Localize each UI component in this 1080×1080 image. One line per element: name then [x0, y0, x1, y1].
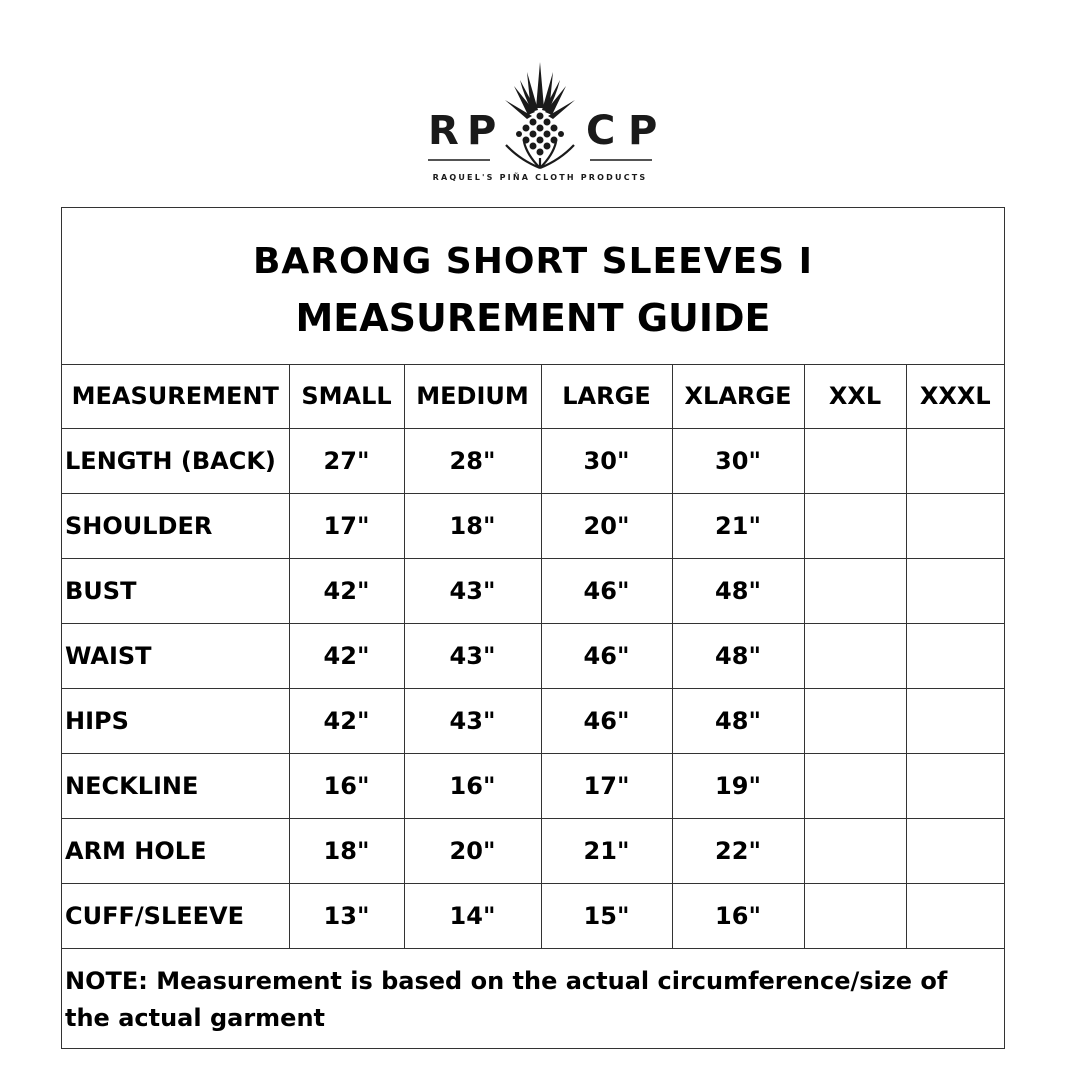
row-label: HIPS — [62, 689, 289, 754]
table-cell: 27" — [289, 429, 404, 494]
table-cell: 21" — [541, 819, 672, 884]
table-cell: 43" — [404, 624, 541, 689]
title-area — [62, 208, 1004, 365]
table-cell — [906, 429, 1004, 494]
logo-tagline: RAQUEL'S PIÑA CLOTH PRODUCTS — [432, 173, 648, 182]
table-cell: 20" — [541, 494, 672, 559]
column-header: MEDIUM — [404, 364, 541, 429]
table-cell: 22" — [672, 819, 804, 884]
table-cell: 48" — [672, 624, 804, 689]
table-cell: 42" — [289, 559, 404, 624]
table-cell: 21" — [672, 494, 804, 559]
logo-letter-c: C — [586, 108, 616, 154]
table-row — [62, 494, 1004, 559]
column-header: XLARGE — [672, 364, 804, 429]
row-label: WAIST — [62, 624, 289, 689]
size-table — [62, 364, 1004, 949]
table-cell — [906, 624, 1004, 689]
table-cell — [906, 559, 1004, 624]
footnote: NOTE: Measurement is based on the actual circumference/size of the actual garment — [65, 967, 948, 1032]
table-cell: 19" — [672, 754, 804, 819]
row-label: LENGTH (BACK) — [62, 429, 289, 494]
table-cell: 16" — [289, 754, 404, 819]
table-row — [62, 689, 1004, 754]
table-cell: 18" — [289, 819, 404, 884]
table-cell: 42" — [289, 624, 404, 689]
table-cell — [804, 689, 906, 754]
brand-logo — [0, 0, 1080, 200]
column-header: LARGE — [541, 364, 672, 429]
table-cell: 42" — [289, 689, 404, 754]
table-row — [62, 884, 1004, 949]
table-cell: 46" — [541, 624, 672, 689]
page-title: BARONG SHORT SLEEVES I — [252, 241, 814, 282]
measurement-sheet — [61, 207, 1005, 1049]
table-row — [62, 819, 1004, 884]
page-subtitle: MEASUREMENT GUIDE — [295, 296, 771, 340]
table-cell — [906, 494, 1004, 559]
table-cell: 48" — [672, 559, 804, 624]
table-row — [62, 754, 1004, 819]
column-header: XXXL — [906, 364, 1004, 429]
column-header: MEASUREMENT — [62, 364, 289, 429]
table-cell — [804, 494, 906, 559]
table-cell: 30" — [672, 429, 804, 494]
table-row — [62, 429, 1004, 494]
table-cell — [906, 689, 1004, 754]
row-label: ARM HOLE — [62, 819, 289, 884]
table-cell — [804, 819, 906, 884]
table-row — [62, 624, 1004, 689]
table-cell: 46" — [541, 559, 672, 624]
table-cell: 43" — [404, 689, 541, 754]
row-label: CUFF/SLEEVE — [62, 884, 289, 949]
table-cell: 48" — [672, 689, 804, 754]
table-cell: 16" — [672, 884, 804, 949]
table-cell: 16" — [404, 754, 541, 819]
column-header: XXL — [804, 364, 906, 429]
table-cell: 14" — [404, 884, 541, 949]
table-header-row — [62, 364, 1004, 429]
table-cell: 20" — [404, 819, 541, 884]
table-cell: 17" — [289, 494, 404, 559]
table-cell — [804, 429, 906, 494]
table-cell: 13" — [289, 884, 404, 949]
table-cell: 15" — [541, 884, 672, 949]
row-label: SHOULDER — [62, 494, 289, 559]
table-cell — [804, 624, 906, 689]
table-cell: 28" — [404, 429, 541, 494]
table-cell — [906, 819, 1004, 884]
table-cell — [804, 754, 906, 819]
pineapple-icon — [0, 0, 1080, 200]
table-cell — [804, 884, 906, 949]
table-cell — [906, 884, 1004, 949]
table-cell — [906, 754, 1004, 819]
table-cell: 17" — [541, 754, 672, 819]
table-cell: 43" — [404, 559, 541, 624]
table-cell: 18" — [404, 494, 541, 559]
table-row — [62, 559, 1004, 624]
row-label: BUST — [62, 559, 289, 624]
table-cell — [804, 559, 906, 624]
table-cell: 30" — [541, 429, 672, 494]
logo-letter-p: P — [467, 108, 497, 154]
column-header: SMALL — [289, 364, 404, 429]
logo-letter-r: R — [428, 108, 459, 154]
logo-letter-p2: P — [628, 108, 658, 154]
row-label: NECKLINE — [62, 754, 289, 819]
table-cell: 46" — [541, 689, 672, 754]
